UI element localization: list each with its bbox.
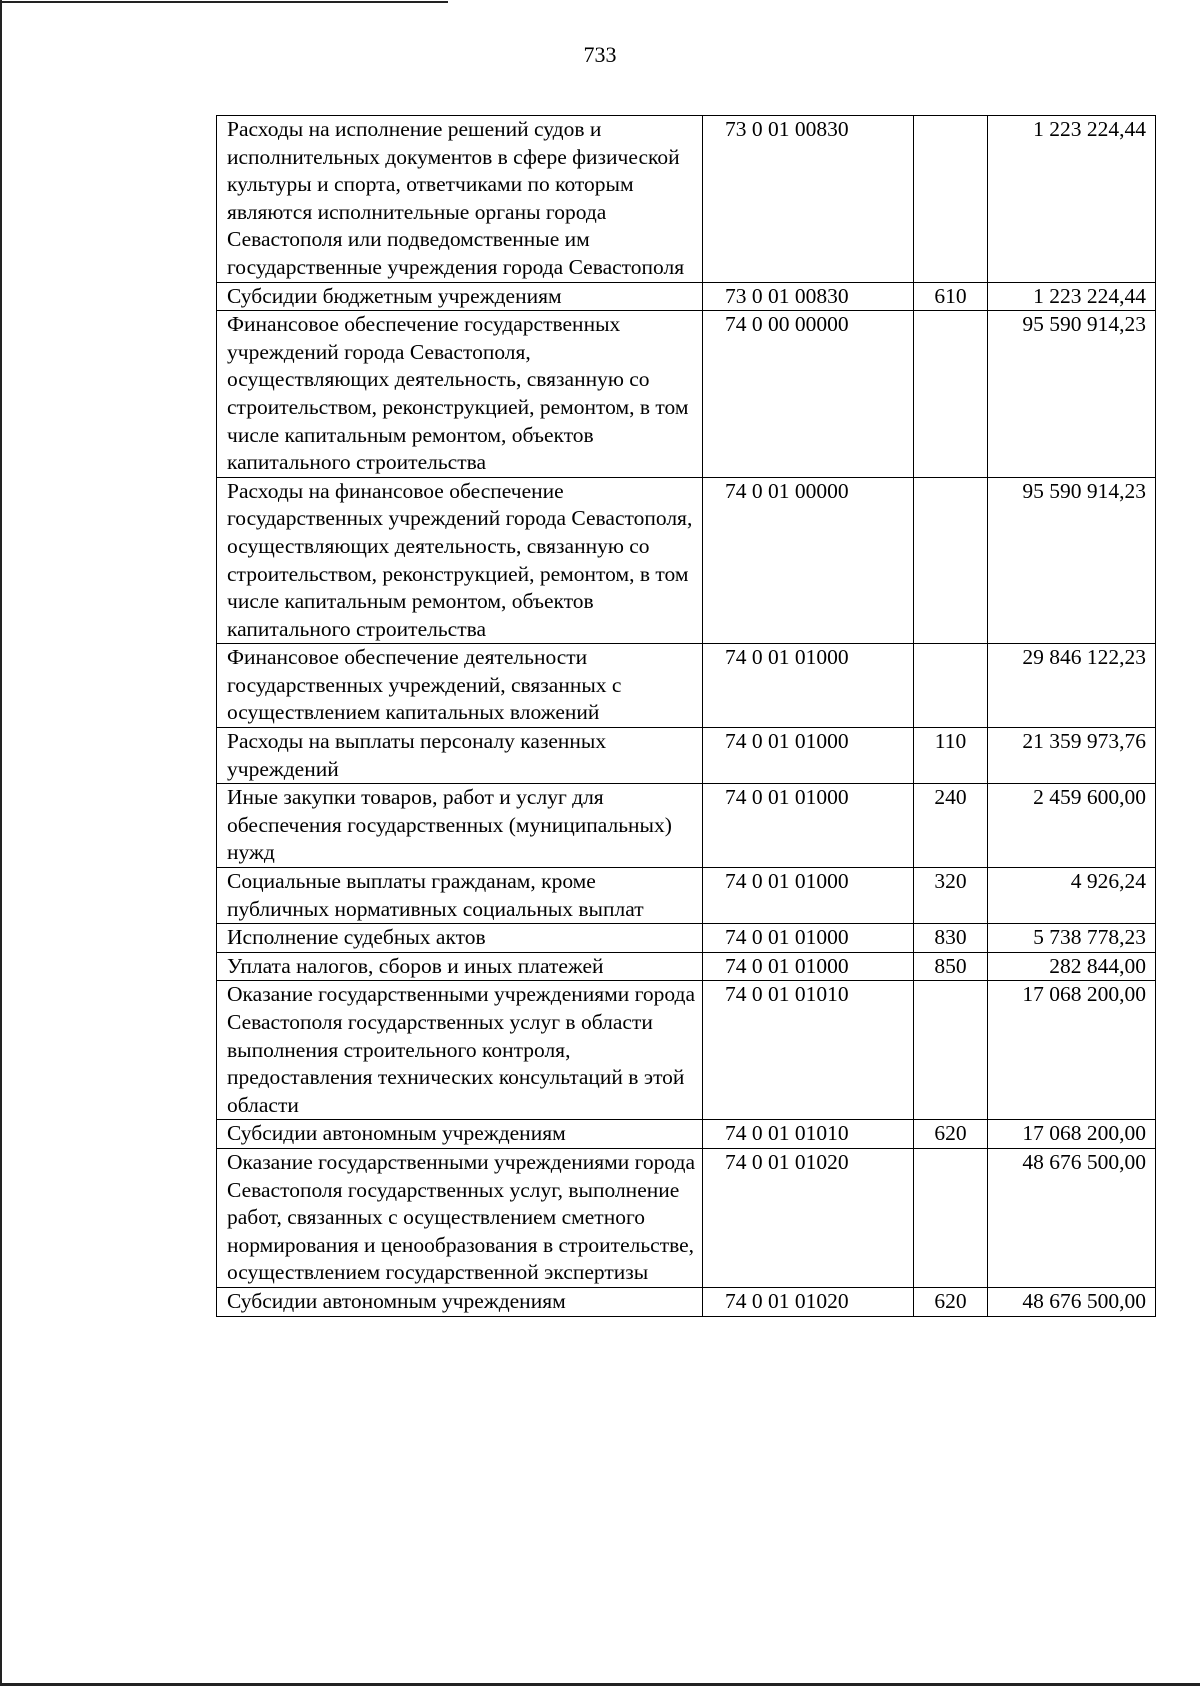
row-type-cell: 850	[914, 952, 988, 981]
row-amount-cell: 17 068 200,00	[988, 981, 1156, 1120]
row-type-cell	[914, 981, 988, 1120]
row-amount-cell: 2 459 600,00	[988, 784, 1156, 868]
row-code-cell: 74 0 01 01010	[703, 981, 914, 1120]
row-code-cell: 74 0 01 01000	[703, 952, 914, 981]
table-row	[217, 644, 1156, 728]
row-type-cell: 830	[914, 924, 988, 953]
table-row	[217, 1148, 1156, 1287]
row-type-cell	[914, 311, 988, 478]
page-number: 733	[583, 42, 617, 67]
row-name-cell: Иные закупки товаров, работ и услуг для обеспечения государственных (муниципальных) нужд	[217, 784, 703, 868]
table-row	[217, 1287, 1156, 1316]
row-code-cell: 74 0 00 00000	[703, 311, 914, 478]
row-name-cell: Уплата налогов, сборов и иных платежей	[217, 952, 703, 981]
row-code-cell: 74 0 01 01020	[703, 1148, 914, 1287]
row-code-cell: 74 0 01 01000	[703, 924, 914, 953]
row-name-cell: Расходы на исполнение решений судов и исполнительных документов в сфере физической культуры и спорта, ответчиками по которым являются исполнительные органы города Севастополя или подведомственные им государственные учреждения города Севастополя	[217, 116, 703, 283]
row-amount-cell: 48 676 500,00	[988, 1287, 1156, 1316]
row-type-cell: 620	[914, 1287, 988, 1316]
row-type-cell	[914, 1148, 988, 1287]
table-row	[217, 784, 1156, 868]
table-row	[217, 868, 1156, 924]
table-row	[217, 1120, 1156, 1149]
row-type-cell: 240	[914, 784, 988, 868]
table-row	[217, 282, 1156, 311]
row-code-cell: 74 0 01 00000	[703, 477, 914, 644]
row-code-cell: 74 0 01 01000	[703, 784, 914, 868]
row-code-cell: 74 0 01 01000	[703, 728, 914, 784]
budget-table	[216, 115, 1156, 1317]
budget-table-body	[217, 116, 1156, 1317]
row-name-cell: Социальные выплаты гражданам, кроме публичных нормативных социальных выплат	[217, 868, 703, 924]
row-amount-cell: 29 846 122,23	[988, 644, 1156, 728]
row-amount-cell: 1 223 224,44	[988, 282, 1156, 311]
row-code-cell: 74 0 01 01020	[703, 1287, 914, 1316]
row-amount-cell: 5 738 778,23	[988, 924, 1156, 953]
row-name-cell: Финансовое обеспечение государственных учреждений города Севастополя, осуществляющих деятельность, связанную со строительством, реконструкцией, ремонтом, в том числе капитальным ремонтом, объектов капитального строительства	[217, 311, 703, 478]
row-amount-cell: 48 676 500,00	[988, 1148, 1156, 1287]
row-name-cell: Оказание государственными учреждениями города Севастополя государственных услуг, выполнение работ, связанных с осуществлением сметного нормирования и ценообразования в строительстве, осуществлением государственной экспертизы	[217, 1148, 703, 1287]
row-name-cell: Субсидии бюджетным учреждениям	[217, 282, 703, 311]
table-row	[217, 728, 1156, 784]
row-type-cell: 610	[914, 282, 988, 311]
table-row	[217, 924, 1156, 953]
row-name-cell: Субсидии автономным учреждениям	[217, 1120, 703, 1149]
row-code-cell: 73 0 01 00830	[703, 282, 914, 311]
table-row	[217, 311, 1156, 478]
top-rule	[0, 1, 448, 3]
row-type-cell	[914, 644, 988, 728]
row-name-cell: Исполнение судебных актов	[217, 924, 703, 953]
table-row	[217, 952, 1156, 981]
row-type-cell	[914, 116, 988, 283]
row-name-cell: Оказание государственными учреждениями города Севастополя государственных услуг в области выполнения строительного контроля, предоставления технических консультаций в этой области	[217, 981, 703, 1120]
row-name-cell: Субсидии автономным учреждениям	[217, 1287, 703, 1316]
table-row	[217, 477, 1156, 644]
row-name-cell: Расходы на выплаты персоналу казенных учреждений	[217, 728, 703, 784]
row-type-cell: 620	[914, 1120, 988, 1149]
row-amount-cell: 21 359 973,76	[988, 728, 1156, 784]
row-code-cell: 73 0 01 00830	[703, 116, 914, 283]
row-amount-cell: 95 590 914,23	[988, 477, 1156, 644]
row-amount-cell: 1 223 224,44	[988, 116, 1156, 283]
table-row	[217, 116, 1156, 283]
row-amount-cell: 17 068 200,00	[988, 1120, 1156, 1149]
table-row	[217, 981, 1156, 1120]
row-amount-cell: 282 844,00	[988, 952, 1156, 981]
row-amount-cell: 95 590 914,23	[988, 311, 1156, 478]
row-type-cell: 320	[914, 868, 988, 924]
row-code-cell: 74 0 01 01000	[703, 644, 914, 728]
row-name-cell: Расходы на финансовое обеспечение государственных учреждений города Севастополя, осуществляющих деятельность, связанную со строительством, реконструкцией, ремонтом, в том числе капитальным ремонтом, объектов капитального строительства	[217, 477, 703, 644]
row-type-cell: 110	[914, 728, 988, 784]
row-code-cell: 74 0 01 01000	[703, 868, 914, 924]
row-type-cell	[914, 477, 988, 644]
row-code-cell: 74 0 01 01010	[703, 1120, 914, 1149]
row-amount-cell: 4 926,24	[988, 868, 1156, 924]
row-name-cell: Финансовое обеспечение деятельности государственных учреждений, связанных с осуществлением капитальных вложений	[217, 644, 703, 728]
